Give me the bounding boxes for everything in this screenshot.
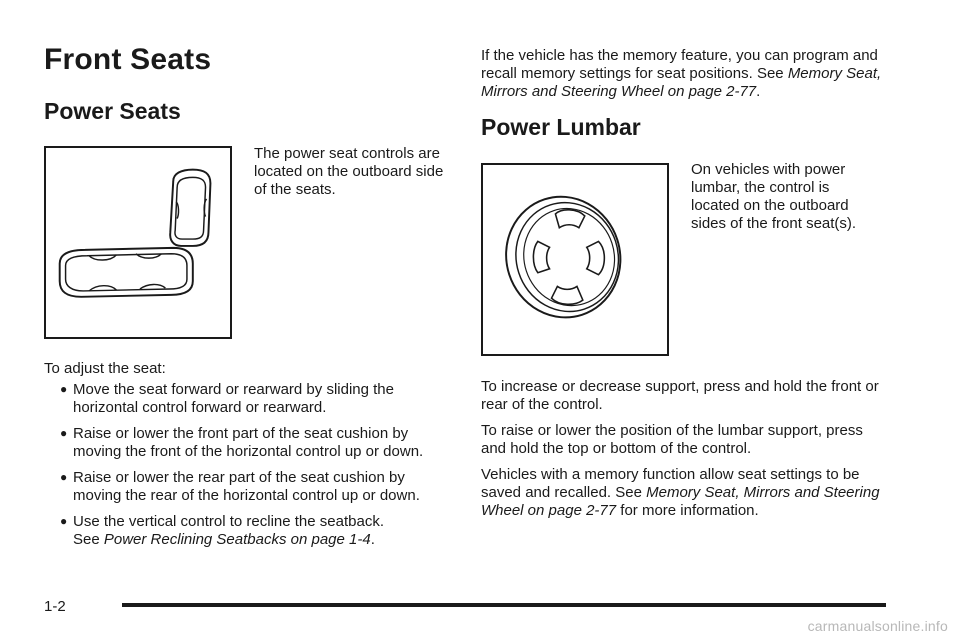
list-item: ● Raise or lower the front part of the seat cushion by moving the front of the horizontal control up or down. [60, 425, 424, 460]
adjust-seat-intro: To adjust the seat: [44, 360, 166, 377]
lumbar-paragraph: To raise or lower the position of the lumbar support, press and hold the top or bottom of the control. [481, 422, 863, 457]
bullet-icon: ● [60, 426, 68, 440]
power-lumbar-figure-caption: On vehicles with power lumbar, the control is located on the outboard sides of the front seat(s). [691, 161, 857, 232]
lumbar-memory-paragraph: Vehicles with a memory function allow seat settings to be saved and recalled. See Memory Seat, Mirrors and Steering Wheel on page 2-77 for more information. [481, 466, 880, 519]
page-number: 1-2 [44, 598, 66, 615]
lumbar-instructions [481, 378, 887, 528]
power-seats-figure-caption: The power seat controls are located on the outboard side of the seats. [254, 145, 444, 198]
power-seats-heading: Power Seats [44, 98, 181, 124]
memory-seat-link[interactable]: Memory Seat, Mirrors and Steering Wheel on page 2-77 [481, 484, 880, 519]
list-item: ● Raise or lower the rear part of the seat cushion by moving the rear of the horizontal control up or down. [60, 469, 420, 504]
list-item: ● Move the seat forward or rearward by sliding the horizontal control forward or rearward. [60, 381, 394, 416]
bullet-icon: ● [60, 470, 68, 484]
bullet-icon: ● [60, 514, 68, 528]
power-seat-controls-figure [44, 146, 232, 339]
lumbar-paragraph: To increase or decrease support, press and hold the front or rear of the control. [481, 378, 879, 413]
footer-rule [122, 603, 886, 607]
memory-seat-link[interactable]: Memory Seat, Mirrors and Steering Wheel on page 2-77 [481, 65, 882, 100]
see-label: See [73, 531, 100, 548]
memory-paragraph: If the vehicle has the memory feature, you can program and recall memory settings for seat positions. See Memory Seat, Mirrors and Steering Wheel on page 2-77. [481, 47, 882, 100]
reclining-seatbacks-link[interactable]: Power Reclining Seatbacks on page 1-4 [103, 531, 371, 548]
watermark: carmanualsonline.info [807, 618, 948, 634]
adjust-seat-list [44, 381, 454, 557]
lumbar-control-illustration-icon [483, 165, 667, 354]
seat-controls-illustration-icon [46, 148, 230, 337]
list-item: ● Use the vertical control to recline the seatback. See Power Reclining Seatbacks on page 1-4. [60, 513, 384, 548]
page-title: Front Seats [44, 43, 212, 76]
power-lumbar-figure [481, 163, 669, 356]
power-lumbar-heading: Power Lumbar [481, 114, 641, 140]
bullet-icon: ● [60, 382, 68, 396]
